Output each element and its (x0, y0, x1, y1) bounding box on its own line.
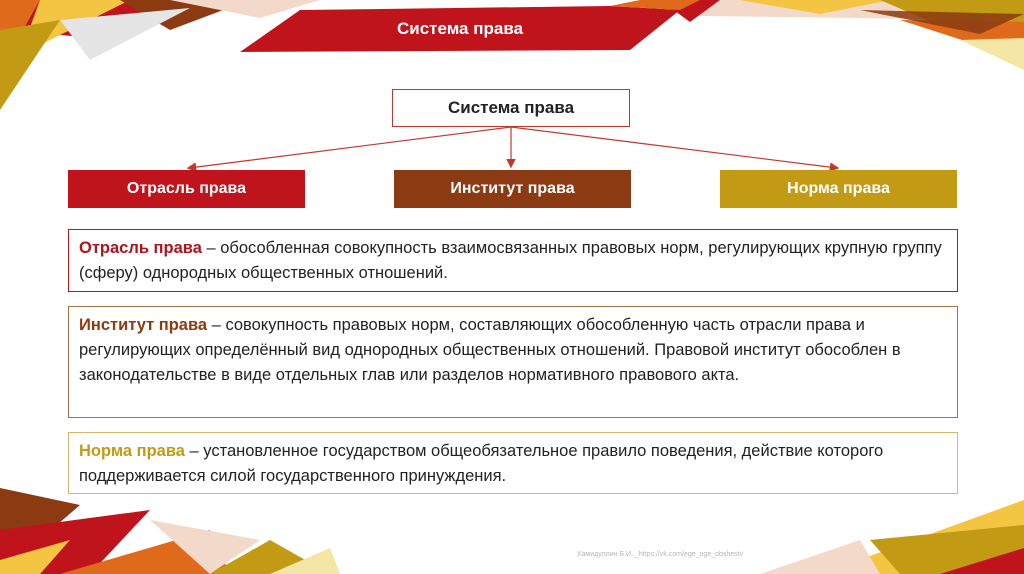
category-norma-prava: Норма права (720, 170, 957, 208)
definition-term: Институт права (79, 316, 208, 334)
definition-text: – совокупность правовых норм, составляющих обособленную часть отрасли права и регулирующих определённый вид однородных общественных отношений. Правовой институт обособлен в законодательстве в виде отдельных глав или разделов нормативного правового акта. (79, 316, 901, 384)
category-institut-prava: Институт права (394, 170, 631, 208)
title-banner-text: Система права (396, 19, 524, 38)
definition-institut-prava (68, 306, 958, 418)
definition-otrasl-prava (68, 229, 958, 292)
definition-term: Отрасль права (79, 239, 202, 257)
category-otrasl-prava: Отрасль права (68, 170, 305, 208)
arrow-to-otrasl (189, 127, 511, 168)
root-box: Система права (392, 89, 630, 127)
definition-text: – установленное государством общеобязательное правило поведения, действие которого поддерживается силой государственного принуждения. (79, 442, 884, 485)
definition-term: Норма права (79, 442, 185, 460)
arrow-to-norma (511, 127, 837, 168)
definition-norma-prava (68, 432, 958, 494)
footer-credit: Хамидуллин Б.И.,_https://vk.com/ege_oge_obshestv (576, 551, 744, 558)
definition-text: – обособленная совокупность взаимосвязанных правовых норм, регулирующих крупную группу (сферу) однородных общественных отношений. (79, 239, 942, 282)
